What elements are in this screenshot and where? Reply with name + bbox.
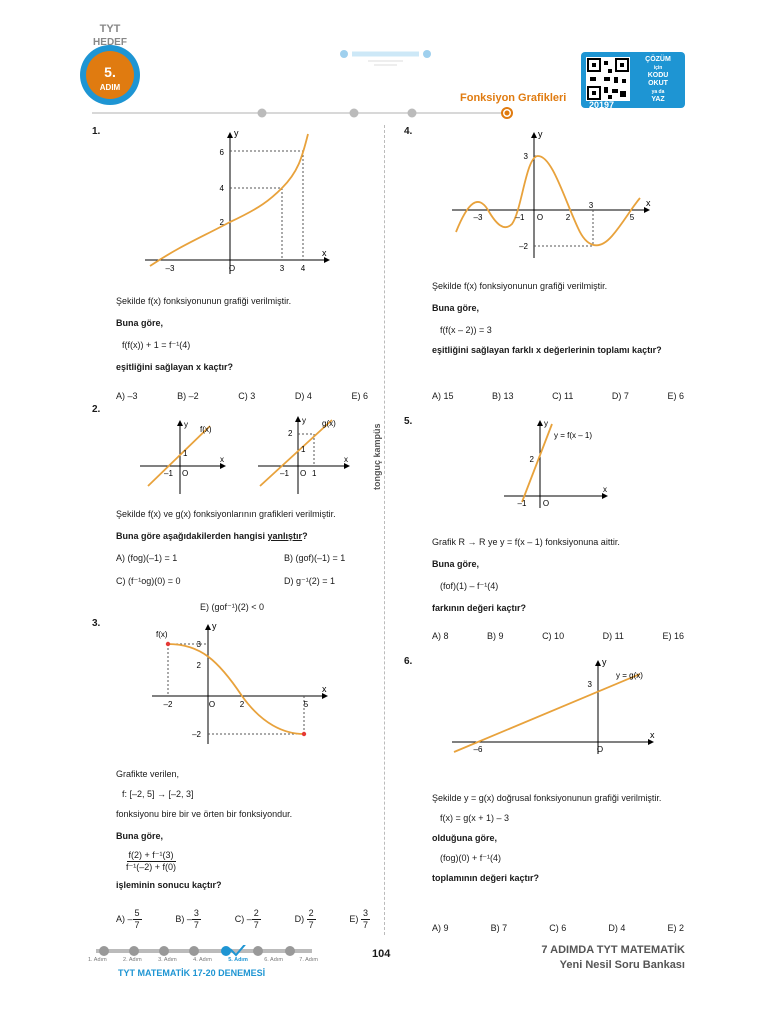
svg-text:–2: –2 [192, 730, 201, 739]
svg-text:2: 2 [529, 455, 534, 464]
svg-text:2: 2 [196, 661, 201, 670]
q4-number: 4. [404, 126, 413, 137]
q1-option-d[interactable]: D) 4 [294, 391, 312, 401]
q3-option-a[interactable]: A) – $\frac{5}{7}$ [116, 908, 140, 930]
q4-option-a[interactable]: A) 15 [432, 391, 454, 401]
page-number: 104 [372, 948, 391, 960]
q3-text: Grafikte verilen, f: [–2, 5] → [–2, 3] fonksiyonu bire bir ve örten bir fonksiyondur. Buna göre, $\frac{\text{f(2) + f⁻¹(3)}}{\text{f⁻¹(–2) + f(0)}}$ işleminin sonucu kaçtır? [116, 769, 293, 890]
step-badge [70, 20, 150, 112]
q2-number: 2. [92, 404, 101, 415]
svg-text:3: 3 [279, 264, 285, 273]
q6-option-c[interactable]: C) 6 [549, 923, 567, 933]
q4-text: Şekilde f(x) fonksiyonunun grafiği verilmiştir. Buna göre, f(f(x – 2)) = 3 eşitliğini sağlayan farklı x değerlerinin toplamı kaçtır? [432, 281, 662, 355]
svg-text:2: 2 [565, 213, 571, 222]
svg-text:ADIM: ADIM [99, 83, 121, 92]
svg-text:y: y [302, 416, 306, 425]
svg-text:O: O [542, 499, 550, 508]
svg-text:–1: –1 [515, 213, 525, 222]
q4-option-d[interactable]: D) 7 [611, 391, 629, 401]
q2-option-b[interactable]: B) (gof)(–1) = 1 [284, 553, 346, 563]
q6-options [432, 923, 684, 933]
svg-text:y: y [544, 419, 548, 428]
q5-option-e[interactable]: E) 16 [662, 631, 684, 641]
q5-graph [500, 418, 630, 510]
svg-text:O: O [596, 745, 604, 754]
svg-text:O: O [228, 264, 236, 273]
qr-box[interactable] [581, 52, 685, 108]
q2-option-d[interactable]: D) g⁻¹(2) = 1 [284, 576, 336, 586]
svg-text:y: y [234, 128, 239, 138]
q3-option-e[interactable]: E) $\frac{3}{7}$ [349, 908, 368, 930]
book-title: 7 ADIMDA TYT MATEMATİK [541, 944, 685, 956]
q3-options [116, 908, 370, 931]
q2-option-c[interactable]: C) (f⁻¹og)(0) = 0 [116, 576, 181, 586]
q4-option-e[interactable]: E) 6 [667, 391, 684, 401]
svg-text:3: 3 [523, 152, 528, 161]
svg-text:–2: –2 [163, 700, 173, 709]
q6-option-a[interactable]: A) 9 [432, 923, 449, 933]
q1-option-e[interactable]: E) 6 [351, 391, 368, 401]
svg-text:1: 1 [312, 469, 317, 478]
svg-text:–2: –2 [519, 242, 528, 251]
svg-text:y: y [184, 420, 188, 429]
q6-number: 6. [404, 656, 413, 667]
svg-text:HEDEF: HEDEF [93, 37, 127, 48]
q2-graph-g [256, 414, 366, 498]
q1-option-c[interactable]: C) 3 [238, 391, 256, 401]
qr-code-number: 20197 [589, 100, 615, 110]
svg-text:y: y [602, 657, 607, 667]
svg-text:–1: –1 [164, 469, 173, 478]
q5-option-a[interactable]: A) 8 [432, 631, 449, 641]
svg-text:2: 2 [288, 429, 293, 438]
q6-graph [448, 656, 668, 756]
q2-option-a[interactable]: A) (fog)(–1) = 1 [116, 553, 178, 563]
q2-graph-f [138, 418, 238, 498]
column-divider [384, 125, 385, 935]
svg-text:O: O [182, 469, 189, 478]
q3-option-b[interactable]: B) – $\frac{3}{7}$ [175, 908, 199, 930]
svg-text:x: x [220, 455, 224, 464]
qr-instructions: ÇÖZÜM için KODU OKUT ya da YAZ [645, 56, 671, 103]
svg-text:f(x): f(x) [200, 425, 212, 434]
q5-option-b[interactable]: B) 9 [487, 631, 504, 641]
svg-text:O: O [300, 469, 307, 478]
q2-option-e[interactable]: E) (gof⁻¹)(2) < 0 [200, 602, 265, 612]
svg-text:2: 2 [239, 700, 245, 709]
q5-text: Grafik R → R ye y = f(x – 1) fonksiyonuna aittir. Buna göre, (fof)(1) – f⁻¹(4) farkının değeri kaçtır? [432, 537, 620, 613]
section-title: Fonksiyon Grafikleri [460, 92, 567, 104]
series-title: TYT MATEMATİK 17-20 DENEMESİ [118, 968, 266, 978]
svg-text:4: 4 [219, 184, 224, 193]
svg-text:x: x [646, 198, 651, 208]
svg-text:x: x [344, 455, 348, 464]
q4-option-c[interactable]: C) 11 [552, 391, 574, 401]
q5-options [432, 631, 684, 641]
q1-options [116, 391, 368, 401]
svg-text:5.: 5. [104, 64, 116, 80]
q3-option-d[interactable]: D) $\frac{2}{7}$ [294, 908, 314, 930]
progress-dots [92, 104, 582, 122]
q3-graph [150, 620, 340, 748]
q6-option-b[interactable]: B) 7 [490, 923, 508, 933]
svg-text:O: O [536, 213, 544, 222]
q6-option-d[interactable]: D) 4 [608, 923, 626, 933]
svg-text:–3: –3 [165, 264, 175, 273]
svg-text:5: 5 [629, 213, 635, 222]
q1-graph [140, 128, 340, 276]
svg-text:6: 6 [219, 148, 224, 157]
q6-text: Şekilde y = g(x) doğrusal fonksiyonunun grafiği verilmiştir. f(x) = g(x + 1) – 3 olduğuna göre, (fog)(0) + f⁻¹(4) toplamının değeri kaçtır? [432, 793, 662, 883]
svg-text:x: x [322, 684, 327, 694]
svg-text:3: 3 [587, 680, 592, 689]
q4-graph [448, 128, 663, 263]
svg-text:O: O [208, 700, 216, 709]
header-decoration [338, 45, 433, 71]
q3-expression: $\frac{\text{f(2) + f⁻¹(3)}}{\text{f⁻¹(–2) + f(0)}}$ [126, 850, 177, 872]
svg-text:3: 3 [196, 640, 201, 649]
q5-option-d[interactable]: D) 11 [602, 631, 624, 641]
q2-text: Şekilde f(x) ve g(x) fonksiyonlarının grafikleri verilmiştir. Buna göre aşağıdakilerden hangisi yanlıştır? [116, 509, 336, 541]
q1-option-b[interactable]: B) –2 [177, 391, 199, 401]
svg-text:–1: –1 [280, 469, 289, 478]
svg-text:TYT: TYT [99, 23, 121, 35]
svg-text:f(x): f(x) [156, 630, 168, 639]
q1-option-a[interactable]: A) –3 [116, 391, 138, 401]
svg-text:x: x [603, 485, 607, 494]
side-brand-label: tonguç kampüs [372, 423, 382, 490]
q3-number: 3. [92, 618, 101, 629]
q1-number: 1. [92, 126, 101, 137]
svg-text:1: 1 [301, 445, 306, 454]
svg-text:x: x [322, 248, 327, 258]
q3-option-c[interactable]: C) – $\frac{2}{7}$ [234, 908, 259, 930]
svg-text:–1: –1 [517, 499, 527, 508]
qr-code-icon[interactable] [586, 57, 630, 101]
svg-text:5: 5 [303, 700, 309, 709]
svg-text:–3: –3 [473, 213, 483, 222]
step-labels: 1. Adım 2. Adım 3. Adım 4. Adım 5. Adım 6. Adım 7. Adım [88, 957, 318, 963]
svg-text:y: y [538, 129, 543, 139]
q5-number: 5. [404, 416, 413, 427]
svg-text:2: 2 [219, 218, 224, 227]
svg-text:y: y [212, 621, 217, 631]
q4-option-b[interactable]: B) 13 [492, 391, 514, 401]
q1-text: Şekilde f(x) fonksiyonunun grafiği verilmiştir. Buna göre, f(f(x)) + 1 = f⁻¹(4) eşitliğini sağlayan x kaçtır? [116, 296, 292, 372]
svg-text:g(x): g(x) [322, 419, 336, 428]
svg-text:1: 1 [183, 449, 188, 458]
q6-option-e[interactable]: E) 2 [667, 923, 684, 933]
svg-text:4: 4 [300, 264, 306, 273]
svg-text:3: 3 [588, 201, 594, 210]
book-subtitle: Yeni Nesil Soru Bankası [559, 959, 685, 971]
svg-text:x: x [650, 730, 655, 740]
svg-text:y = g(x): y = g(x) [616, 671, 643, 680]
svg-text:y = f(x – 1): y = f(x – 1) [554, 431, 593, 440]
svg-text:–6: –6 [473, 745, 483, 754]
q4-options [432, 391, 684, 401]
q5-option-c[interactable]: C) 10 [542, 631, 565, 641]
